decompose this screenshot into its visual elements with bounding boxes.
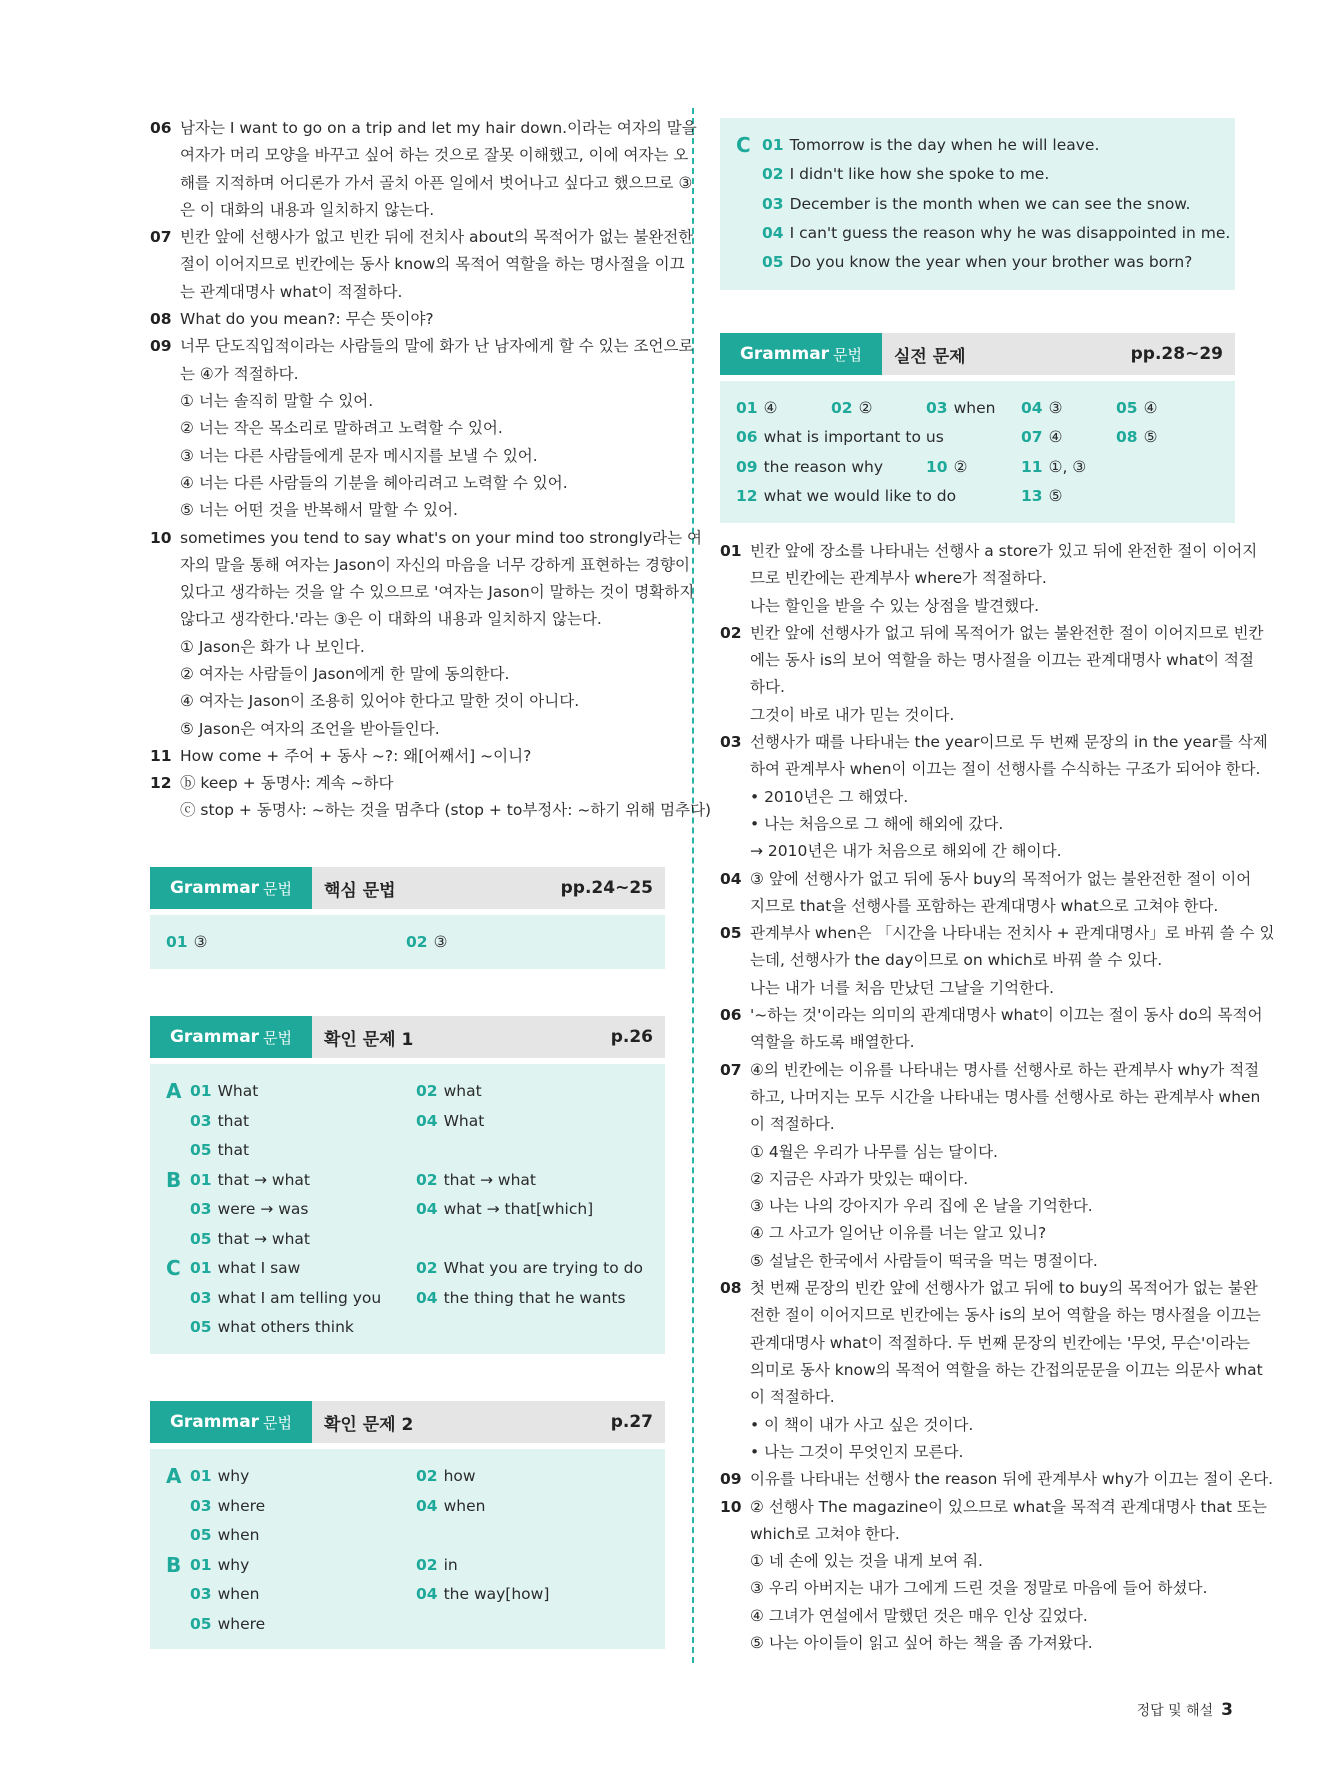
answer-number: 05 — [190, 1229, 212, 1248]
section-header-check1 — [150, 1016, 665, 1058]
item-line: ⑤ 너는 어떤 것을 반복해서 말할 수 있어. — [180, 501, 458, 520]
item-line: 의미로 동사 know의 목적어 역할을 하는 간접의문문을 이끄는 의문사 what — [750, 1360, 1263, 1379]
answer-item — [190, 1169, 310, 1191]
item-line: 지므로 that을 선행사를 포함하는 관계대명사 what으로 고쳐야 한다. — [750, 896, 1219, 915]
answer-item — [762, 251, 1192, 273]
item-body — [180, 770, 712, 825]
answer-number: 05 — [1116, 399, 1138, 417]
answer-value: the reason why — [763, 457, 883, 476]
answer-item — [736, 456, 883, 478]
explanation-item — [720, 1057, 1261, 1275]
grammar-tag: Grammar 문법 — [720, 333, 882, 375]
section-header-check2 — [150, 1401, 665, 1443]
answer-value: were → was — [217, 1200, 309, 1218]
item-number: 07 — [720, 1060, 742, 1079]
item-line: 선행사가 때를 나타내는 the year이므로 두 번째 문장의 in the year를 삭제 — [750, 733, 1268, 752]
item-line: 은 이 대화의 내용과 일치하지 않는다. — [180, 200, 435, 219]
item-line: 나는 내가 너를 처음 만났던 그날을 기억한다. — [750, 978, 1055, 997]
item-number: 12 — [150, 774, 172, 793]
answer-number: 01 — [190, 1170, 212, 1189]
answer-number: 04 — [762, 223, 784, 242]
answer-value: What you are trying to do — [443, 1259, 643, 1277]
answer-item — [190, 1554, 249, 1576]
answer-value: when — [217, 1526, 260, 1544]
item-line: 그것이 바로 내가 믿는 것이다. — [750, 705, 955, 724]
c-answer-box — [720, 118, 1235, 290]
answer-item — [736, 485, 956, 507]
answer-number: 02 — [762, 165, 784, 184]
answer-number: 05 — [190, 1318, 212, 1336]
explanation-item — [720, 729, 1268, 865]
answer-item — [736, 426, 944, 448]
answer-number: 03 — [190, 1288, 212, 1307]
item-line: 빈칸 앞에 선행사가 없고 뒤에 목적어가 없는 불완전한 절이 이어지므로 빈칸 — [750, 623, 1264, 642]
answer-item — [1021, 456, 1086, 478]
answer-item — [736, 397, 777, 419]
item-line: 므로 빈칸에는 관계부사 where가 적절하다. — [750, 569, 1047, 588]
answer-value: what I am telling you — [217, 1288, 382, 1307]
answer-number: 01 — [190, 1555, 212, 1574]
item-body — [750, 1275, 1263, 1466]
answer-value: how — [443, 1467, 476, 1485]
item-line: ④의 빈칸에는 이유를 나타내는 명사를 선행사로 하는 관계부사 why가 적절 — [750, 1060, 1260, 1079]
item-body — [750, 1494, 1267, 1658]
answer-value: ④ — [763, 399, 778, 417]
answer-number: 01 — [762, 136, 784, 154]
section-title: 확인 문제 2 — [324, 1414, 414, 1435]
answer-value: Tomorrow is the day when he will leave. — [789, 136, 1100, 154]
item-line: ① Jason은 화가 나 보인다. — [180, 637, 365, 656]
answer-item — [416, 1198, 593, 1220]
answer-value: ④ — [1048, 428, 1063, 447]
answer-value: ⑤ — [1143, 428, 1158, 447]
explanation-item — [150, 743, 665, 770]
item-line: ④ 여자는 Jason이 조용히 있어야 한다고 말한 것이 아니다. — [180, 692, 580, 711]
item-number: 08 — [150, 310, 172, 329]
item-line: ④ 너는 다른 사람들의 기분을 헤아리려고 노력할 수 있어. — [180, 473, 568, 492]
item-line: 이 적절하다. — [750, 1388, 835, 1407]
item-line: ⓒ stop + 동명사: ~하는 것을 멈추다 (stop + to부정사: ~하기 위해 멈추다) — [180, 801, 712, 820]
answer-number: 03 — [190, 1585, 212, 1603]
answer-value: I didn't like how she spoke to me. — [789, 165, 1050, 184]
answer-value: ③ — [1048, 399, 1063, 417]
item-line: ② 지금은 사과가 맛있는 때이다. — [750, 1169, 969, 1188]
item-line: 는 ④가 적절하다. — [180, 364, 299, 383]
answer-value: the way[how] — [443, 1585, 550, 1603]
item-line: 절이 이어지므로 빈칸에는 동사 know의 목적어 역할을 하는 명사절을 이끄 — [180, 255, 685, 274]
section-label-c: C — [166, 1256, 181, 1280]
answer-item — [1116, 397, 1157, 419]
answer-value: ② — [953, 457, 968, 476]
answer-number: 01 — [190, 1082, 212, 1100]
answer-number: 03 — [190, 1111, 212, 1130]
item-line: 하여 관계부사 when이 이끄는 절이 선행사를 수식하는 구조가 되어야 한다. — [750, 760, 1261, 779]
item-number: 03 — [720, 733, 742, 752]
answer-number: 04 — [416, 1496, 438, 1515]
answer-number: 04 — [416, 1288, 438, 1307]
item-line: ① 네 손에 있는 것을 내게 보여 줘. — [750, 1552, 983, 1571]
answer-value: what I saw — [217, 1259, 301, 1277]
answer-number: 12 — [736, 486, 758, 505]
answer-value: the thing that he wants — [443, 1288, 626, 1307]
answer-number: 02 — [416, 1259, 438, 1277]
item-line: 하다. — [750, 678, 785, 697]
item-number: 08 — [720, 1279, 742, 1298]
item-number: 11 — [150, 746, 172, 765]
item-line: 관계부사 when은 「시간을 나타내는 전치사 + 관계대명사」로 바꿔 쓸 수 있 — [750, 924, 1275, 943]
answer-item — [926, 397, 995, 419]
answer-value: ④ — [1143, 399, 1158, 417]
practice-answer-box — [720, 381, 1235, 523]
section-page: pp.28~29 — [1130, 344, 1223, 364]
answer-value: where — [217, 1496, 266, 1515]
answer-number: 08 — [1116, 428, 1138, 447]
answer-number: 01 — [190, 1259, 212, 1277]
item-line: 이유를 나타내는 선행사 the reason 뒤에 관계부사 why가 이끄는 절이 온다. — [750, 1470, 1274, 1489]
answer-value: when — [953, 399, 996, 417]
answer-item — [190, 1198, 308, 1220]
item-body — [750, 1002, 1263, 1057]
answer-value: ② — [858, 399, 873, 417]
grammar-tag: Grammar 문법 — [150, 867, 312, 909]
answer-item — [762, 163, 1049, 185]
answer-number: 03 — [190, 1200, 212, 1218]
item-line: 관계대명사 what이 적절하다. 두 번째 문장의 빈칸에는 '무엇, 무슨'이라는 — [750, 1333, 1251, 1352]
item-line: ④ 그녀가 연설에서 말했던 것은 매우 인상 깊었다. — [750, 1606, 1088, 1625]
answer-value: I can't guess the reason why he was disappointed in me. — [789, 223, 1231, 242]
answer-number: 05 — [190, 1141, 212, 1159]
explanation-item — [720, 1494, 1267, 1658]
item-line: ③ 너는 다른 사람들에게 문자 메시지를 보낼 수 있어. — [180, 446, 538, 465]
answer-value: ①, ③ — [1048, 457, 1087, 476]
item-number: 02 — [720, 623, 742, 642]
core-answer-box — [150, 915, 665, 969]
answer-item — [926, 456, 967, 478]
answer-number: 04 — [1021, 399, 1043, 417]
item-line: which로 고쳐야 한다. — [750, 1524, 900, 1543]
item-number: 10 — [720, 1497, 742, 1516]
item-number: 05 — [720, 924, 742, 943]
item-line: ② 여자는 사람들이 Jason에게 한 말에 동의한다. — [180, 664, 510, 683]
explanation-item — [720, 920, 1275, 1002]
answer-value: when — [217, 1585, 260, 1603]
item-line: 이 적절하다. — [750, 1115, 835, 1134]
answer-value: What — [443, 1111, 485, 1130]
item-line: ③ 앞에 선행사가 없고 뒤에 동사 buy의 목적어가 없는 불완전한 절이 이어 — [750, 869, 1252, 888]
answer-value: what others think — [217, 1318, 354, 1336]
item-line: 빈칸 앞에 장소를 나타내는 선행사 a store가 있고 뒤에 완전한 절이 이어지 — [750, 542, 1258, 560]
item-line: 하고, 나머지는 모두 시간을 나타내는 명사를 선행사로 하는 관계부사 when — [750, 1087, 1261, 1106]
item-line: 자의 말을 통해 여자는 Jason이 자신의 마음을 너무 강하게 표현하는 경향이 — [180, 555, 690, 574]
answer-value: that → what — [443, 1170, 536, 1189]
item-line: 너무 단도직입적이라는 사람들의 말에 화가 난 남자에게 할 수 있는 조언으로 — [180, 337, 694, 356]
answer-item — [416, 1080, 482, 1102]
answer-number: 11 — [1021, 457, 1043, 476]
item-line: ⑤ 나는 아이들이 읽고 싶어 하는 책을 좀 가져왔다. — [750, 1633, 1093, 1652]
answer-item: 01 ③ — [166, 933, 208, 951]
answer-number: 13 — [1021, 486, 1043, 505]
item-body — [180, 224, 694, 306]
item-body — [750, 866, 1252, 921]
answer-number: 02 — [831, 399, 853, 417]
item-line: ③ 나는 나의 강아지가 우리 집에 온 날을 기억한다. — [750, 1197, 1093, 1216]
explanation-item — [150, 224, 694, 306]
answer-item — [416, 1110, 484, 1132]
explanation-item — [150, 306, 665, 333]
answer-item — [1116, 426, 1157, 448]
item-line: 에는 동사 is의 보어 역할을 하는 명사절을 이끄는 관계대명사 what이 적절 — [750, 651, 1255, 670]
page-footer — [1137, 1700, 1233, 1720]
item-line: • 나는 그것이 무엇인지 모른다. — [750, 1442, 964, 1461]
explanation-item — [150, 770, 712, 825]
item-line: ③ 우리 아버지는 내가 그에게 드린 것을 정말로 마음에 들어 하셨다. — [750, 1579, 1208, 1598]
footer-label: 정답 및 해설 — [1136, 1703, 1214, 1719]
item-line: 않다고 생각한다.'라는 ③은 이 대화의 내용과 일치하지 않는다. — [180, 610, 602, 629]
section-title: 확인 문제 1 — [324, 1029, 414, 1050]
item-line: ⓑ keep + 동명사: 계속 ~하다 — [180, 774, 394, 793]
item-line: 나는 할인을 받을 수 있는 상점을 발견했다. — [750, 596, 1040, 615]
answer-item — [190, 1583, 259, 1605]
grammar-tag: Grammar 문법 — [150, 1016, 312, 1058]
section-page: pp.24~25 — [560, 878, 653, 898]
answer-value: what is important to us — [763, 428, 944, 447]
item-line: 는 관계대명사 what이 적절하다. — [180, 282, 403, 301]
item-line: ② 선행사 The magazine이 있으므로 what을 목적격 관계대명사 that 또는 — [750, 1497, 1267, 1516]
answer-number: 01 — [190, 1467, 212, 1485]
item-number: 06 — [720, 1006, 742, 1025]
answer-value: that — [217, 1141, 250, 1159]
explanation-item — [150, 333, 694, 524]
answer-number: 03 — [926, 399, 948, 417]
answer-number: 07 — [1021, 428, 1043, 447]
item-line: 있다고 생각하는 것을 알 수 있으므로 '여자는 Jason이 말하는 것이 명확하지 — [180, 583, 695, 602]
section-title: 실전 문제 — [894, 346, 966, 367]
item-line: ① 4월은 우리가 나무를 심는 달이다. — [750, 1142, 998, 1161]
answer-number: 04 — [416, 1200, 438, 1218]
answer-number: 01 — [736, 399, 758, 417]
item-line: → 2010년은 내가 처음으로 해외에 간 해이다. — [750, 842, 1062, 861]
answer-number: 02 — [416, 1082, 438, 1100]
section-label-a: A — [166, 1464, 182, 1488]
check2-answer-box — [150, 1449, 665, 1649]
answer-item — [416, 1287, 626, 1309]
item-line: 해를 지적하며 어디론가 가서 골치 아픈 일에서 벗어나고 싶다고 했으므로 ③ — [180, 173, 693, 192]
item-body — [750, 620, 1264, 729]
section-page: p.27 — [610, 1412, 653, 1432]
answer-number: 05 — [190, 1526, 212, 1544]
item-number: 10 — [150, 528, 172, 547]
answer-value: what — [443, 1082, 482, 1100]
item-line: 전한 절이 이어지므로 빈칸에는 동사 is의 보어 역할을 하는 명사절을 이끄는 — [750, 1306, 1261, 1325]
answer-item — [762, 222, 1230, 244]
item-body — [750, 1466, 1274, 1493]
answer-item — [416, 1495, 485, 1517]
section-label-c: C — [736, 133, 751, 157]
answer-value: What — [217, 1082, 259, 1100]
item-number: 09 — [720, 1470, 742, 1489]
item-number: 07 — [150, 228, 172, 247]
item-line: • 나는 처음으로 그 해에 해외에 갔다. — [750, 814, 1004, 833]
answer-item — [190, 1228, 310, 1250]
section-title: 핵심 문법 — [324, 880, 396, 901]
item-body — [180, 525, 702, 743]
item-line: 역할을 하도록 배열한다. — [750, 1033, 915, 1052]
answer-item: 02 ③ — [406, 933, 448, 951]
answer-item — [416, 1554, 458, 1576]
item-body — [750, 729, 1268, 865]
item-body — [750, 920, 1275, 1002]
answer-value: that → what — [217, 1170, 310, 1189]
item-body — [750, 1057, 1261, 1275]
answer-item — [416, 1465, 476, 1487]
answer-number: 03 — [190, 1496, 212, 1515]
answer-item — [1021, 426, 1062, 448]
answer-value: in — [443, 1555, 458, 1574]
item-number: 06 — [150, 119, 172, 137]
item-body — [750, 538, 1258, 620]
explanation-item — [720, 538, 1258, 620]
answer-item — [190, 1257, 300, 1279]
item-line: 는데, 선행사가 the day이므로 on which로 바꿔 쓸 수 있다. — [750, 951, 1163, 970]
item-number: 01 — [720, 542, 742, 560]
answer-number: 05 — [190, 1614, 212, 1633]
page-number: 3 — [1221, 1700, 1233, 1720]
item-line: ① 너는 솔직히 말할 수 있어. — [180, 391, 374, 410]
section-page: p.26 — [610, 1027, 653, 1047]
item-line: 빈칸 앞에 선행사가 없고 빈칸 뒤에 전치사 about의 목적어가 없는 불완전한 — [180, 228, 694, 247]
answer-value: what we would like to do — [763, 486, 957, 505]
answer-number: 10 — [926, 457, 948, 476]
item-line: 첫 번째 문장의 빈칸 앞에 선행사가 없고 뒤에 to buy의 목적어가 없는 불완 — [750, 1279, 1258, 1298]
explanation-item — [720, 1002, 1263, 1057]
explanation-item — [150, 115, 697, 224]
item-line: • 이 책이 내가 사고 싶은 것이다. — [750, 1415, 974, 1434]
item-line: 남자는 I want to go on a trip and let my hair down.이라는 여자의 말을 — [180, 119, 697, 137]
answer-value: Do you know the year when your brother was born? — [789, 253, 1193, 272]
section-label-a: A — [166, 1079, 182, 1103]
answer-item — [190, 1465, 249, 1487]
answer-number: 04 — [416, 1111, 438, 1130]
section-header-practice — [720, 333, 1235, 375]
answer-item — [416, 1257, 643, 1279]
answer-item — [416, 1169, 536, 1191]
explanation-item — [720, 866, 1252, 921]
item-line: • 2010년은 그 해였다. — [750, 787, 909, 806]
answer-value: when — [443, 1496, 486, 1515]
explanation-item — [720, 1275, 1263, 1466]
answer-value: that — [217, 1111, 250, 1130]
answer-item — [416, 1583, 549, 1605]
answer-item — [190, 1316, 354, 1338]
answer-value: what → that[which] — [443, 1200, 594, 1218]
section-header-core — [150, 867, 665, 909]
answer-item — [1021, 485, 1062, 507]
section-label-b: B — [166, 1167, 182, 1192]
answer-item — [831, 397, 872, 419]
answer-item — [190, 1613, 265, 1635]
item-line: sometimes you tend to say what's on your mind too strongly라는 여 — [180, 528, 702, 547]
grammar-tag: Grammar 문법 — [150, 1401, 312, 1443]
answer-number: 04 — [416, 1585, 438, 1603]
answer-value: ⑤ — [1048, 486, 1063, 505]
item-line: 여자가 머리 모양을 바꾸고 싶어 하는 것으로 잘못 이해했고, 이에 여자는 오 — [180, 146, 689, 165]
item-line: '~하는 것'이라는 의미의 관계대명사 what이 이끄는 절이 동사 do의 목적어 — [750, 1006, 1263, 1025]
answer-value: where — [217, 1614, 266, 1633]
explanation-item — [150, 525, 702, 743]
explanation-item — [720, 1466, 1274, 1493]
section-label-b: B — [166, 1552, 182, 1577]
item-line: ⑤ 설날은 한국에서 사람들이 떡국을 먹는 명절이다. — [750, 1251, 1098, 1270]
check1-answer-box — [150, 1064, 665, 1354]
answer-number: 02 — [416, 1170, 438, 1189]
answer-number: 03 — [762, 194, 784, 213]
item-line: What do you mean?: 무슨 뜻이야? — [180, 310, 434, 329]
item-number: 04 — [720, 869, 742, 888]
answer-item — [190, 1287, 381, 1309]
answer-value: why — [217, 1555, 250, 1574]
item-number: 09 — [150, 337, 172, 356]
item-body — [180, 306, 665, 333]
answer-number: 06 — [736, 428, 758, 447]
item-line: ⑤ Jason은 여자의 조언을 받아들인다. — [180, 719, 440, 738]
answer-number: 05 — [762, 253, 784, 272]
answer-item — [1021, 397, 1062, 419]
answer-number: 02 — [416, 1467, 438, 1485]
answer-item — [190, 1080, 258, 1102]
answer-value: December is the month when we can see the snow. — [789, 194, 1191, 213]
item-line: How come + 주어 + 동사 ~?: 왜[어째서] ~이니? — [180, 746, 532, 765]
answer-value: that → what — [217, 1229, 310, 1248]
explanation-item — [720, 620, 1264, 729]
answer-item — [190, 1524, 259, 1546]
answer-number: 02 — [416, 1555, 438, 1574]
item-body — [180, 743, 665, 770]
answer-item — [762, 134, 1099, 156]
item-body — [180, 115, 697, 224]
answer-value: why — [217, 1467, 250, 1485]
item-line: ④ 그 사고가 일어난 이유를 너는 알고 있니? — [750, 1224, 1047, 1243]
answer-number: 09 — [736, 457, 758, 476]
item-line: ② 너는 작은 목소리로 말하려고 노력할 수 있어. — [180, 419, 503, 438]
answer-item — [190, 1139, 249, 1161]
answer-item — [762, 193, 1191, 215]
answer-item — [190, 1495, 265, 1517]
item-body — [180, 333, 694, 524]
answer-item — [190, 1110, 249, 1132]
